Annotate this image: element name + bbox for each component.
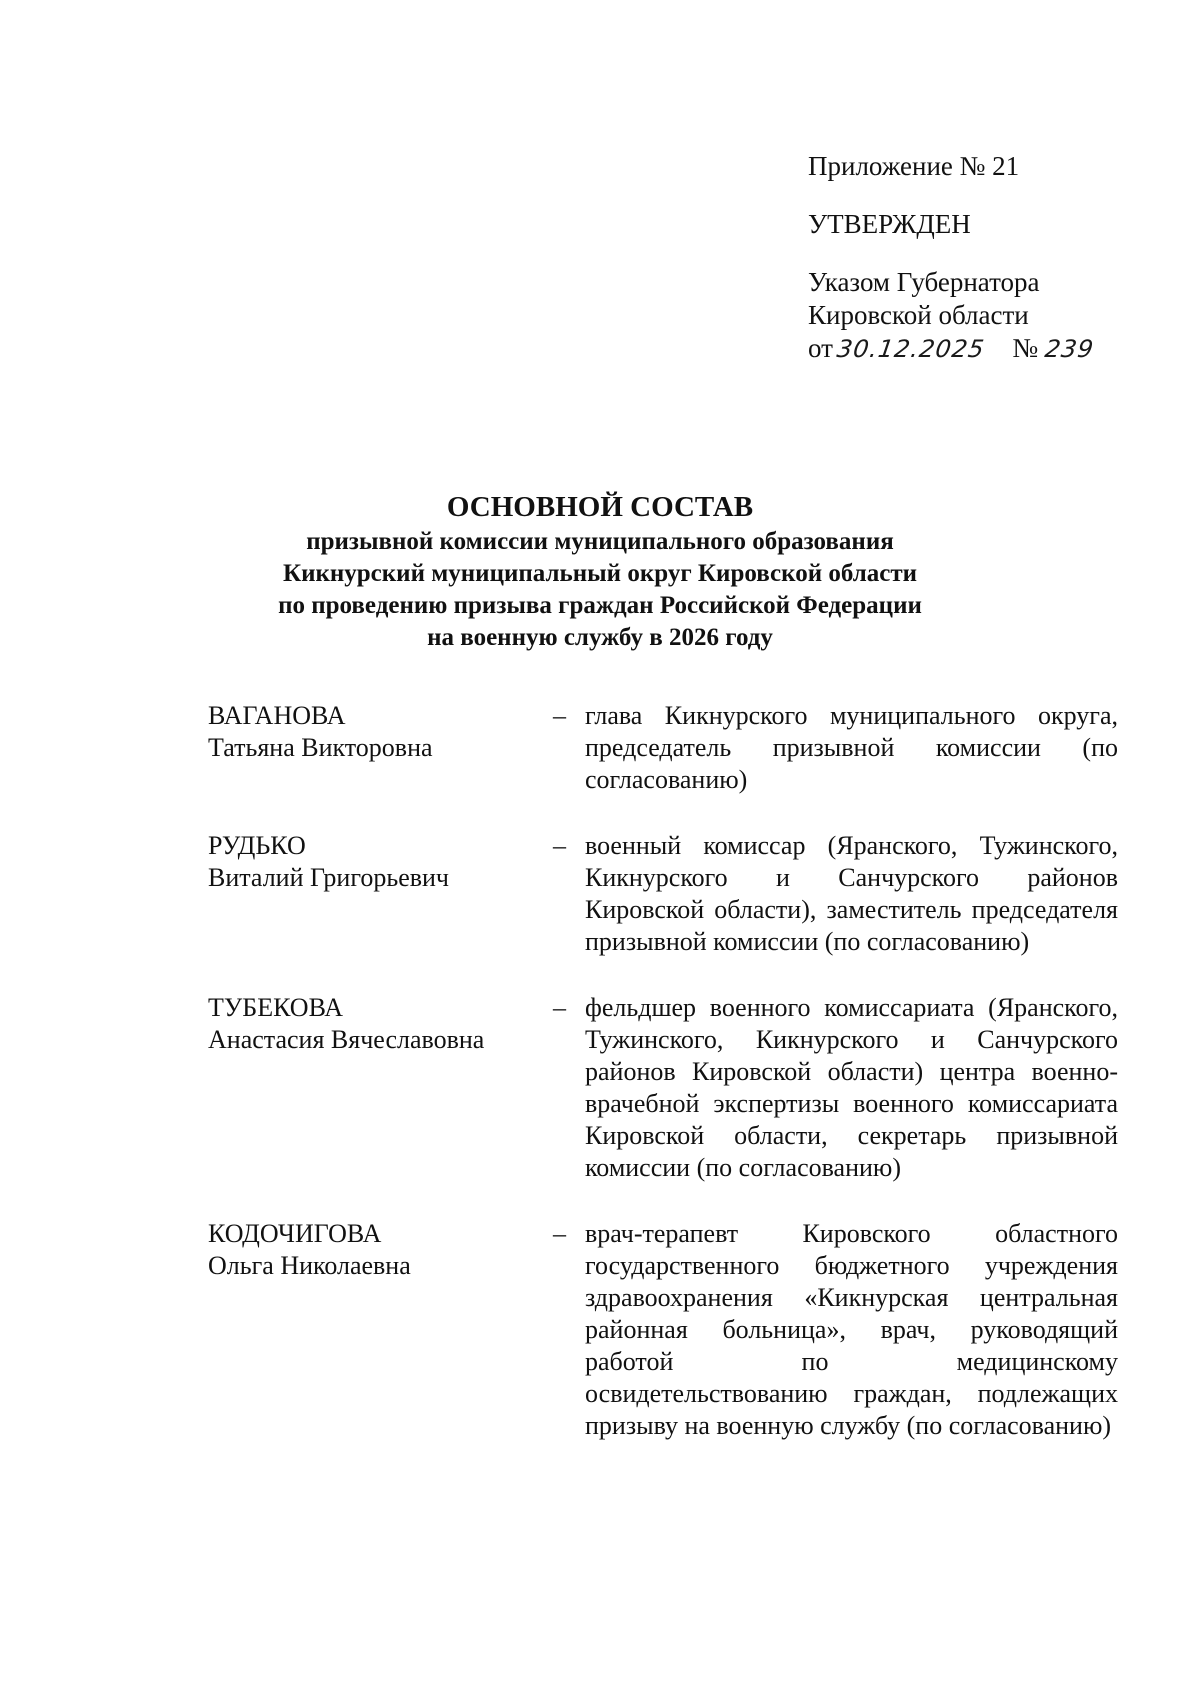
member-surname: КОДОЧИГОВА	[208, 1219, 382, 1248]
member-dash: –	[553, 701, 566, 730]
document-title	[150, 488, 1050, 654]
member-name	[208, 1218, 553, 1442]
decree-date-line	[808, 332, 1168, 366]
member-given-names: Анастасия Вячеславовна	[208, 1025, 485, 1054]
handwritten-number: 239	[1042, 335, 1096, 363]
member-dash: –	[553, 1219, 566, 1248]
member-given-names: Татьяна Викторовна	[208, 733, 433, 762]
member-entry	[208, 700, 1128, 796]
member-role: военный комиссар (Яранского, Тужинского, Кикнурского и Санчурского районов Кировской области), заместитель председателя призывной комиссии (по согласованию)	[585, 831, 1118, 956]
number-prefix: №	[1012, 333, 1039, 363]
member-entry	[208, 1218, 1128, 1442]
date-prefix: от	[808, 333, 833, 363]
approved-label: УТВЕРЖДЕН	[808, 209, 971, 239]
member-role: фельдшер военного комиссариата (Яранского, Тужинского, Кикнурского и Санчурского районов Кировской области) центра военно-врачебной экспертизы военного комиссариата Кировской области, секретарь призывной комиссии (по согласованию)	[585, 993, 1118, 1182]
title-line-4: на военную службу в 2026 году	[427, 624, 773, 651]
member-dash: –	[553, 993, 566, 1022]
member-name	[208, 992, 553, 1184]
member-surname: РУДЬКО	[208, 831, 306, 860]
title-line-3: по проведению призыва граждан Российской Федерации	[278, 592, 922, 619]
member-entry	[208, 830, 1128, 958]
member-given-names: Виталий Григорьевич	[208, 863, 449, 892]
member-given-names: Ольга Николаевна	[208, 1251, 411, 1280]
title-line-2: Кикнурский муниципальный округ Кировской области	[282, 560, 918, 587]
title-main: ОСНОВНОЙ СОСТАВ	[446, 491, 754, 523]
members-list	[208, 700, 1128, 1476]
title-line-1: призывной комиссии муниципального образования	[306, 528, 894, 555]
appendix-number: Приложение № 21	[808, 151, 1020, 181]
approval-block	[808, 150, 1168, 366]
member-role: врач-терапевт Кировского областного государственного бюджетного учреждения здравоохранения «Кикнурская центральная районная больница», врач, руководящий работой по медицинскому освидетельствованию граждан, подлежащих призыву на военную службу (по согласованию)	[585, 1219, 1118, 1440]
member-surname: ВАГАНОВА	[208, 701, 346, 730]
decree-line-1: Указом Губернатора	[808, 267, 1040, 297]
member-dash: –	[553, 831, 566, 860]
handwritten-date: 30.12.2025	[835, 335, 987, 363]
member-entry	[208, 992, 1128, 1184]
member-name	[208, 830, 553, 958]
member-surname: ТУБЕКОВА	[208, 993, 344, 1022]
member-role: глава Кикнурского муниципального округа, председатель призывной комиссии (по согласованию)	[585, 701, 1118, 794]
member-name	[208, 700, 553, 796]
decree-line-2: Кировской области	[808, 300, 1029, 330]
